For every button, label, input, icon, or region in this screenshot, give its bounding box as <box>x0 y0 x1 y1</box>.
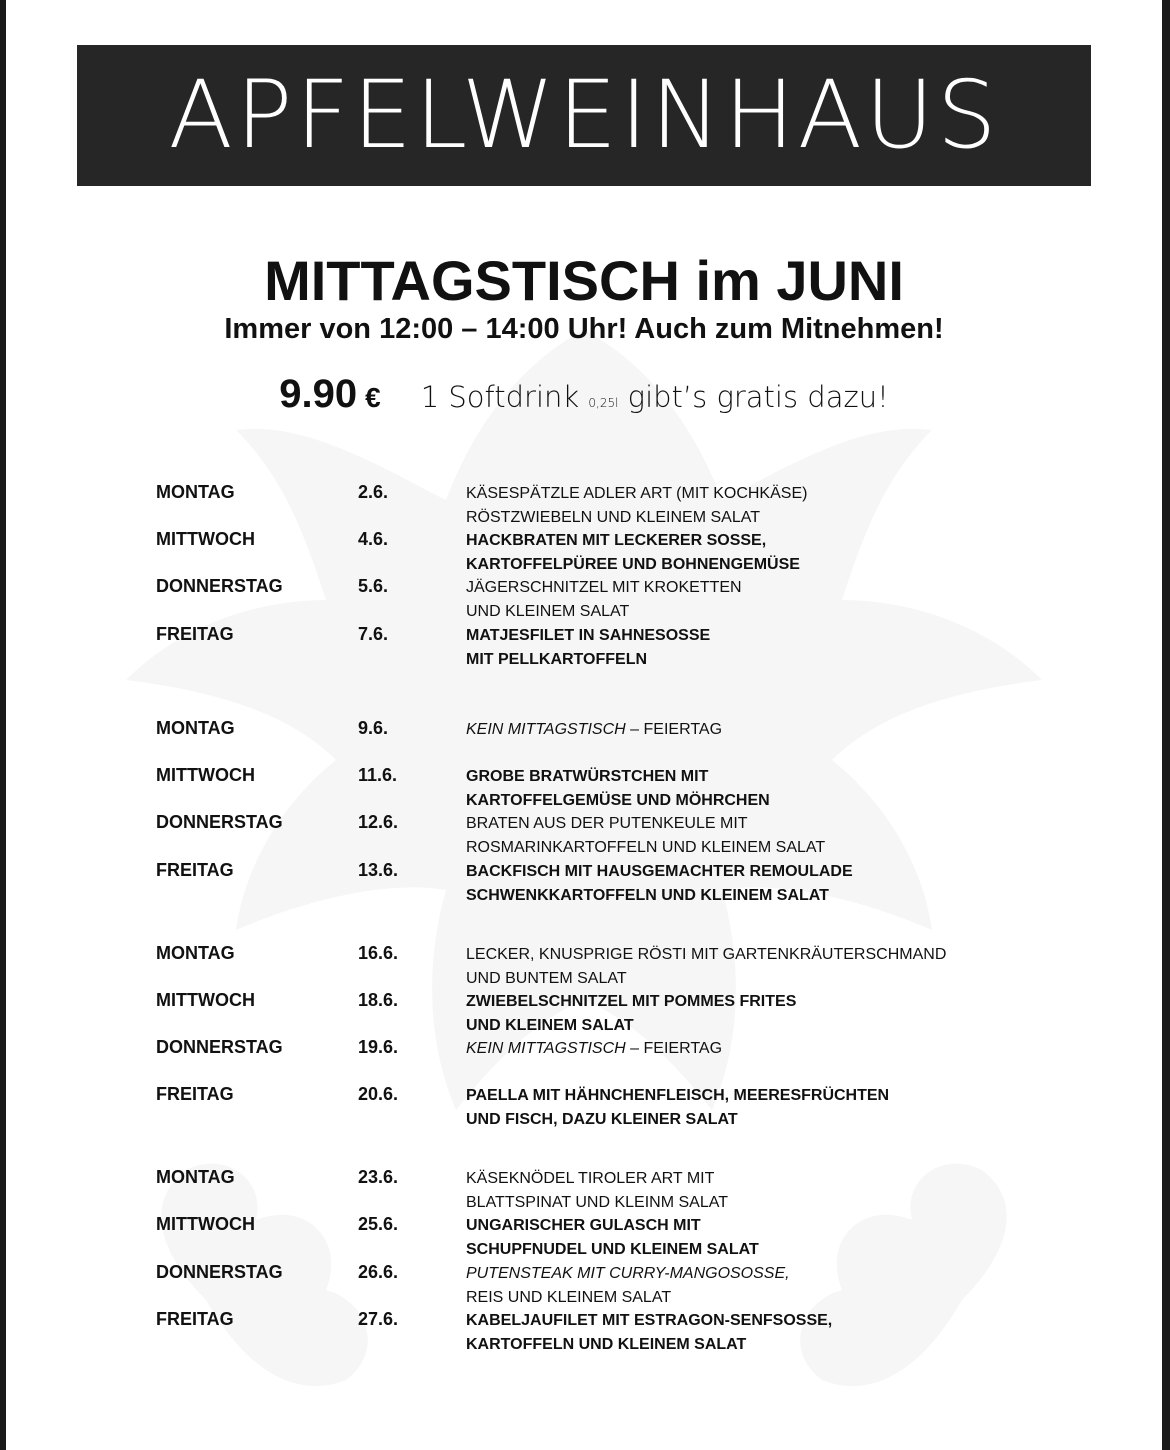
dish-line-2: UND KLEINEM SALAT <box>466 603 630 620</box>
menu-row <box>156 718 1096 766</box>
menu-date: 19.6. <box>358 1037 399 1057</box>
menu-row <box>156 943 1096 991</box>
menu-dish <box>466 812 1086 860</box>
menu-date: 13.6. <box>358 860 399 880</box>
menu-row <box>156 1167 1096 1215</box>
dish-line-1: BACKFISCH MIT HAUSGEMACHTER REMOULADE <box>466 863 853 880</box>
menu-row <box>156 1084 1096 1132</box>
page-title: MITTAGSTISCH im JUNI <box>264 249 904 312</box>
menu-dish <box>466 1214 1086 1262</box>
dish-line-1: MATJESFILET IN SAHNESOSSE <box>466 627 711 644</box>
menu-day: DONNERSTAG <box>156 1262 283 1282</box>
menu-day: MONTAG <box>156 1167 235 1187</box>
dish-line-2: UND KLEINEM SALAT <box>466 1017 634 1034</box>
dish-line-2: UND FISCH, DAZU KLEINER SALAT <box>466 1111 738 1128</box>
menu-day: DONNERSTAG <box>156 1037 283 1057</box>
dish-line-1: UNGARISCHER GULASCH MIT <box>466 1217 701 1234</box>
menu-day: FREITAG <box>156 860 234 880</box>
menu-row <box>156 990 1096 1038</box>
menu-list <box>6 0 1162 1450</box>
dish-line-2: KARTOFFELN UND KLEINEM SALAT <box>466 1336 747 1353</box>
dish-line-1: PUTENSTEAK MIT CURRY-MANGOSOSSE, <box>466 1265 790 1282</box>
menu-date: 16.6. <box>358 943 399 963</box>
menu-date: 25.6. <box>358 1214 399 1234</box>
menu-dish <box>466 529 1086 577</box>
dish-line-1: KABELJAUFILET MIT ESTRAGON-SENFSOSSE, <box>466 1312 833 1329</box>
menu-date: 27.6. <box>358 1309 399 1329</box>
holiday-note: – FEIERTAG <box>625 721 723 738</box>
menu-date: 2.6. <box>358 482 389 502</box>
brand-name: APFELWEINHAUS <box>168 60 1000 170</box>
dish-line-2: SCHWENKKARTOFFELN UND KLEINEM SALAT <box>466 887 829 904</box>
menu-dish <box>466 1037 1086 1061</box>
menu-row <box>156 1309 1096 1357</box>
dish-line-2: KARTOFFELPÜREE UND BOHNENGEMÜSE <box>466 556 800 573</box>
menu-dish <box>466 624 1086 672</box>
menu-date: 20.6. <box>358 1084 399 1104</box>
menu-date: 18.6. <box>358 990 399 1010</box>
dish-line-2: BLATTSPINAT UND KLEINM SALAT <box>466 1194 728 1211</box>
menu-day: MITTWOCH <box>156 990 255 1010</box>
menu-date: 9.6. <box>358 718 389 738</box>
menu-dish <box>466 718 1086 742</box>
menu-day: MITTWOCH <box>156 1214 255 1234</box>
holiday-note: – FEIERTAG <box>625 1040 723 1057</box>
menu-row <box>156 482 1096 530</box>
menu-day: MONTAG <box>156 943 235 963</box>
menu-row <box>156 812 1096 860</box>
menu-day: DONNERSTAG <box>156 576 283 596</box>
menu-dish <box>466 576 1086 624</box>
menu-row <box>156 624 1096 672</box>
menu-row <box>156 576 1096 624</box>
menu-dish <box>466 482 1086 530</box>
menu-date: 26.6. <box>358 1262 399 1282</box>
menu-day: FREITAG <box>156 624 234 644</box>
menu-day: FREITAG <box>156 1084 234 1104</box>
dish-line-1: KÄSEKNÖDEL TIROLER ART MIT <box>466 1170 715 1187</box>
window-edge <box>1162 0 1170 1450</box>
menu-dish <box>466 990 1086 1038</box>
dish-line-2: UND BUNTEM SALAT <box>466 970 627 987</box>
menu-date: 5.6. <box>358 576 389 596</box>
menu-day: MONTAG <box>156 482 235 502</box>
menu-date: 11.6. <box>358 765 398 785</box>
menu-day: FREITAG <box>156 1309 234 1329</box>
dish-line-1: KÄSESPÄTZLE ADLER ART (MIT KOCHKÄSE) <box>466 485 808 502</box>
offer-prefix: 1 Softdrink <box>420 380 580 414</box>
dish-line-1: PAELLA MIT HÄHNCHENFLEISCH, MEERESFRÜCHTEN <box>466 1087 890 1104</box>
menu-date: 4.6. <box>358 529 389 549</box>
dish-line-1: LECKER, KNUSPRIGE RÖSTI MIT GARTENKRÄUTERSCHMAND <box>466 946 947 963</box>
menu-dish <box>466 860 1086 908</box>
menu-row <box>156 765 1096 813</box>
menu-dish <box>466 1262 1086 1310</box>
dish-line-2: SCHUPFNUDEL UND KLEINEM SALAT <box>466 1241 759 1258</box>
dish-line-1: BRATEN AUS DER PUTENKEULE MIT <box>466 815 748 832</box>
menu-dish <box>466 943 1086 991</box>
menu-page <box>6 0 1162 1450</box>
menu-dish <box>466 1309 1086 1357</box>
menu-dish <box>466 1167 1086 1215</box>
menu-date: 12.6. <box>358 812 399 832</box>
menu-row <box>156 1037 1096 1085</box>
menu-dish <box>466 765 1086 813</box>
opening-hours: Immer von 12:00 – 14:00 Uhr! Auch zum Mitnehmen! <box>224 313 944 345</box>
offer-suffix: gibt’s gratis dazu! <box>627 380 889 414</box>
dish-line-1: HACKBRATEN MIT LECKERER SOSSE, <box>466 532 767 549</box>
menu-row <box>156 1214 1096 1262</box>
closed-note: KEIN MITTAGSTISCH <box>466 721 626 738</box>
dish-line-1: ZWIEBELSCHNITZEL MIT POMMES FRITES <box>466 993 797 1010</box>
menu-dish <box>466 1084 1086 1132</box>
menu-date: 23.6. <box>358 1167 399 1187</box>
menu-day: MITTWOCH <box>156 765 255 785</box>
menu-day: MITTWOCH <box>156 529 255 549</box>
price-amount: 9.90 <box>279 372 358 416</box>
menu-date: 7.6. <box>358 624 389 644</box>
closed-note: KEIN MITTAGSTISCH <box>466 1040 626 1057</box>
menu-row <box>156 529 1096 577</box>
dish-line-2: REIS UND KLEINEM SALAT <box>466 1289 672 1306</box>
dish-line-1: GROBE BRATWÜRSTCHEN MIT <box>466 768 709 785</box>
price-currency: € <box>365 382 381 413</box>
offer-size: 0,25l <box>588 396 619 410</box>
dish-line-2: RÖSTZWIEBELN UND KLEINEM SALAT <box>466 509 760 526</box>
menu-row <box>156 1262 1096 1310</box>
menu-day: DONNERSTAG <box>156 812 283 832</box>
menu-day: MONTAG <box>156 718 235 738</box>
dish-line-2: MIT PELLKARTOFFELN <box>466 651 648 668</box>
dish-line-2: ROSMARINKARTOFFELN UND KLEINEM SALAT <box>466 839 826 856</box>
dish-line-2: KARTOFFELGEMÜSE UND MÖHRCHEN <box>466 792 770 809</box>
dish-line-1: JÄGERSCHNITZEL MIT KROKETTEN <box>466 579 742 596</box>
menu-row <box>156 860 1096 908</box>
